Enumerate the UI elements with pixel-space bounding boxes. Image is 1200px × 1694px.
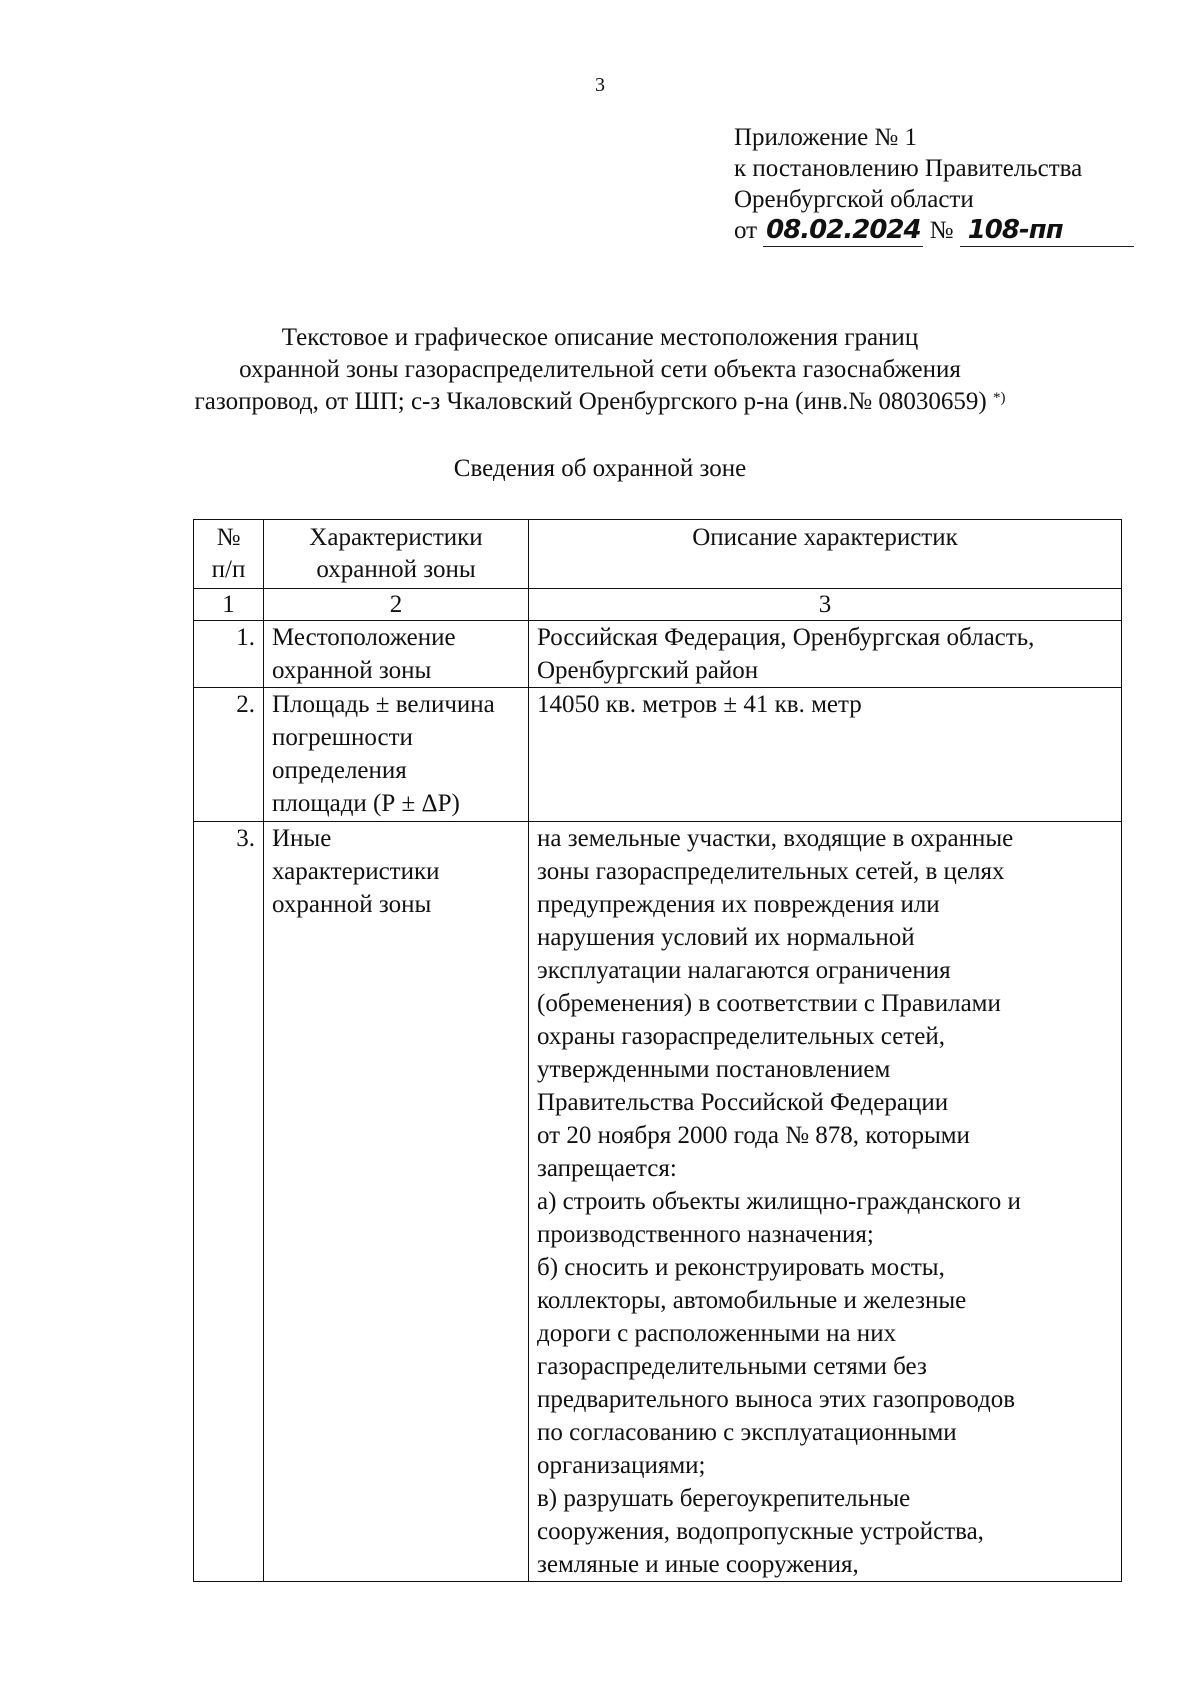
- row-number: 1.: [194, 621, 264, 688]
- cell-line: от 20 ноября 2000 года № 878, которыми: [537, 1122, 970, 1149]
- table-row: [194, 822, 1122, 1582]
- cell-line: газораспределительными сетями без: [537, 1353, 927, 1380]
- title-line-3-wrap: [140, 386, 1060, 418]
- cell-line: (обременения) в соответствии с Правилами: [537, 990, 1001, 1017]
- cell-line: земляные и иные сооружения,: [537, 1551, 859, 1578]
- cell-line: Правительства Российской Федерации: [537, 1089, 949, 1116]
- cell-line: запрещается:: [537, 1155, 677, 1182]
- handwritten-date: 08.02.2024: [763, 215, 923, 247]
- cell-line: площади (Р ± ΔР): [272, 790, 460, 817]
- date-prefix: от: [734, 217, 758, 244]
- cell-line: 14050 кв. метров ± 41 кв. метр: [537, 691, 862, 718]
- header-number: [194, 520, 264, 589]
- cell-line: п/п: [211, 556, 246, 583]
- row-number: 2.: [194, 688, 264, 822]
- cell-line: эксплуатации налагаются ограничения: [537, 957, 951, 984]
- cell-line: сооружения, водопропускные устройства,: [537, 1518, 984, 1545]
- document-title: [140, 322, 1060, 418]
- title-line-3: газопровод, от ШП; с-з Чкаловский Оренбургского р-на (инв.№ 08030659): [194, 388, 987, 415]
- cell-line: предварительного выноса этих газопроводов: [537, 1386, 1016, 1413]
- cell-line: б) сносить и реконструировать мосты,: [537, 1254, 945, 1281]
- header-description: [529, 520, 1122, 589]
- handwritten-number: 108-пп: [960, 215, 1134, 247]
- cell-line: на земельные участки, входящие в охранные: [537, 825, 1014, 852]
- appendix-decree-ref: к постановлению Правительства: [734, 155, 1083, 182]
- cell-line: коллекторы, автомобильные и железные: [537, 1287, 967, 1314]
- cell-line: Оренбургский район: [537, 657, 759, 684]
- column-number-3: 3: [529, 589, 1122, 621]
- cell-line: характеристики: [272, 858, 440, 885]
- cell-line: Иные: [272, 825, 332, 852]
- title-line-1: Текстовое и графическое описание местоположения границ: [281, 324, 919, 351]
- row-number: 3.: [194, 822, 264, 1582]
- cell-line: Местоположение: [272, 624, 456, 651]
- cell-line: Площадь ± величина: [272, 691, 495, 718]
- cell-line: дороги с расположенными на них: [537, 1320, 897, 1347]
- cell-line: охранной зоны: [272, 657, 432, 684]
- cell-line: №: [216, 524, 241, 551]
- column-number-1: 1: [194, 589, 264, 621]
- row-characteristic: [264, 688, 529, 822]
- header-characteristics: [264, 520, 529, 589]
- title-line-2: охранной зоны газораспределительной сети объекта газоснабжения: [239, 356, 961, 383]
- cell-line: погрешности: [272, 724, 413, 751]
- protection-zone-table: [193, 519, 1122, 1582]
- cell-line: нарушения условий их нормальной: [537, 924, 915, 951]
- cell-line: а) строить объекты жилищно-гражданского и: [537, 1188, 1021, 1215]
- cell-line: Характеристики: [309, 524, 483, 551]
- cell-line: Российская Федерация, Оренбургская область,: [537, 624, 1035, 651]
- column-number-row: [194, 589, 1122, 621]
- cell-line: производственного назначения;: [537, 1221, 874, 1248]
- cell-line: в) разрушать берегоукрепительные: [537, 1485, 911, 1512]
- table-header-row: [194, 520, 1122, 589]
- section-title: Сведения об охранной зоне: [453, 455, 747, 482]
- column-number-2: 2: [264, 589, 529, 621]
- appendix-date-number-line: [734, 215, 1134, 247]
- row-description: [529, 621, 1122, 688]
- appendix-title: Приложение № 1: [734, 124, 918, 151]
- number-sign: №: [929, 217, 954, 244]
- page-number: 3: [595, 74, 605, 96]
- row-characteristic: [264, 822, 529, 1582]
- row-description: [529, 688, 1122, 822]
- appendix-block: [734, 122, 1134, 247]
- row-characteristic: [264, 621, 529, 688]
- cell-line: по согласованию с эксплуатационными: [537, 1419, 957, 1446]
- cell-line: охраны газораспределительных сетей,: [537, 1023, 945, 1050]
- cell-line: предупреждения их повреждения или: [537, 891, 940, 918]
- cell-line: Описание характеристик: [692, 524, 958, 551]
- table-row: [194, 621, 1122, 688]
- cell-line: утвержденными постановлением: [537, 1056, 891, 1083]
- row-description: [529, 822, 1122, 1582]
- appendix-region: Оренбургской области: [734, 186, 974, 213]
- cell-line: зоны газораспределительных сетей, в целях: [537, 858, 1005, 885]
- cell-line: охранной зоны: [272, 891, 432, 918]
- footnote-mark: *): [992, 390, 1006, 406]
- cell-line: организациями;: [537, 1452, 706, 1479]
- cell-line: определения: [272, 757, 407, 784]
- table-row: [194, 688, 1122, 822]
- cell-line: охранной зоны: [316, 556, 476, 583]
